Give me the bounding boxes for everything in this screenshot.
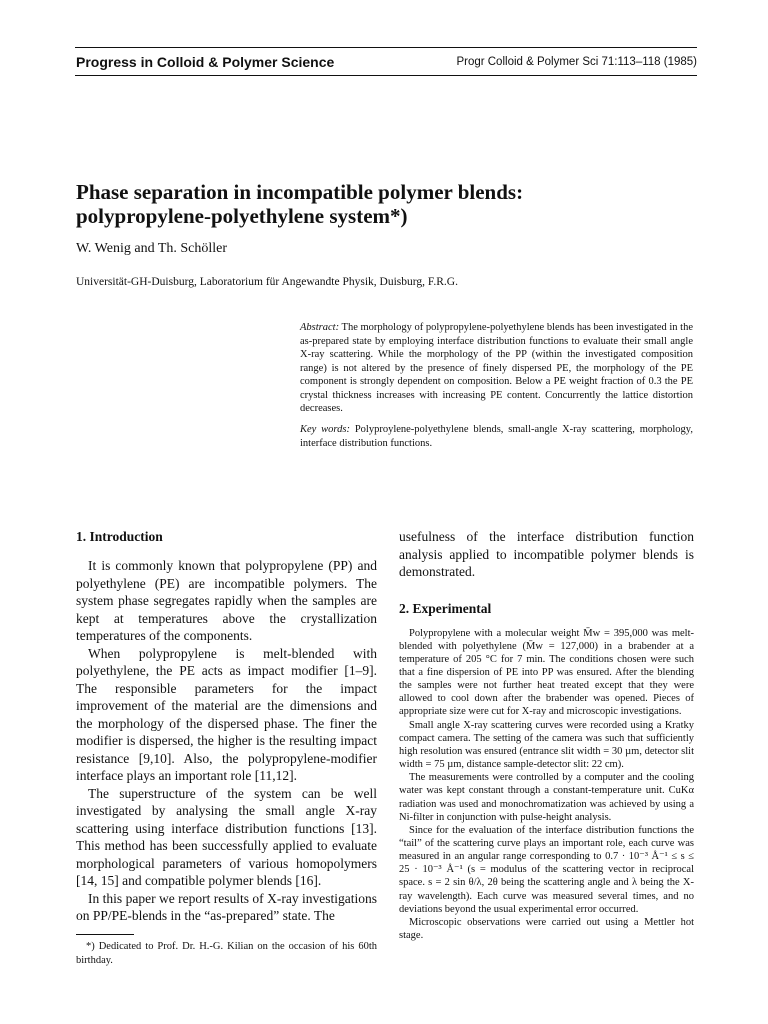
title-line-1: Phase separation in incompatible polymer blends: bbox=[76, 180, 524, 204]
keywords bbox=[300, 423, 693, 450]
column-left bbox=[76, 528, 377, 925]
title-line-2: polypropylene-polyethylene system*) bbox=[76, 204, 408, 228]
affiliation: Universität-GH-Duisburg, Laboratorium für Angewandte Physik, Duisburg, F.R.G. bbox=[76, 276, 458, 288]
header-rule-top bbox=[75, 47, 697, 48]
section-heading-introduction: 1. Introduction bbox=[76, 529, 163, 544]
footnote-rule bbox=[76, 934, 134, 935]
abstract bbox=[300, 321, 693, 416]
intro-paragraph-4: In this paper we report results of X-ray investigations on PP/PE-blends in the “as-prepared” state. The bbox=[76, 890, 377, 923]
intro-paragraph-1: It is commonly known that polypropylene (PP) and polyethylene (PE) are incompatible polymers. The system phase segregates rapidly when the samples are kept at temperatures above the crystallization temperatures of the components. bbox=[76, 558, 377, 643]
abstract-label: Abstract: bbox=[300, 322, 340, 333]
experimental-paragraph-4: Since for the evaluation of the interface distribution functions the “tail” of the scattering curve plays an important role, each curve was measured in an angular range corresponding to 0.7 · 10⁻³ Å⁻¹ ≤ s ≤ 25 · 10⁻³ Å⁻¹ (s = modulus of the scattering vector in reciprocal space. s = 2 sin θ/λ, 2θ being the scattering angle and λ being the X-ray wavelength). Each curve was measured several times, and no deviations beyond the usual experimental error occurred. bbox=[399, 824, 694, 915]
keywords-label: Key words: bbox=[300, 424, 350, 435]
abstract-text: The morphology of polypropylene-polyethylene blends has been investigated in the as-prepared state by employing interface distribution functions to evaluate their small angle X-ray scattering. While the morphology of the PP (within the investigated composition range) is not altered by the presence of finely dispersed PE, the morphology of the PE component is strongly dependent on composition. Below a PE weight fraction of 0.3 the PE crystal thickness increases with increasing PE content. Concurrently the lattice distortion decreases. bbox=[300, 322, 693, 414]
keywords-text: Polyproylene-polyethylene blends, small-angle X-ray scattering, morphology, interface distribution functions. bbox=[300, 424, 694, 449]
experimental-paragraph-2: Small angle X-ray scattering curves were recorded using a Kratky compact camera. The setting of the camera was such that sufficiently high resolution was ensured (entrance slit width = 30 µm, detector slit width = 75 µm, distance sample-detector slit: 22 cm). bbox=[399, 719, 694, 771]
intro-paragraph-2: When polypropylene is melt-blended with polyethylene, the PE acts as impact modifier [1–9]. The responsible parameters for the impact improvement of the material are the dimensions and the morphology of the dispersed phase. The finer the modifier is dispersed, the higher is the resulting impact resistance [9,10]. Also, the polypropylene-modifier interface plays an important role [11,12]. bbox=[76, 645, 377, 783]
intro-paragraph-continued: usefulness of the interface distribution function analysis applied to incompatible polymer blends is demonstrated. bbox=[399, 529, 694, 579]
experimental-paragraph-1: Polypropylene with a molecular weight M̄w = 395,000 was melt-blended with polyethylene (M̄w = 127,000) in a brabender at a temperature of 205 °C for 7 min. The conditions chosen were such that a fine dispersion of PE into PP was ensured. After the blending the samples were not further heat treated except that they were allowed to cool down after the brabender was opened. Pieces of appropriate size were cut for X-ray and microscopic investigations. bbox=[399, 627, 694, 718]
citation: Progr Colloid & Polymer Sci 71:113–118 (1985) bbox=[456, 56, 697, 68]
column-right bbox=[399, 528, 694, 942]
experimental-paragraph-5: Microscopic observations were carried out using a Mettler hot stage. bbox=[399, 916, 694, 942]
footnote: *) Dedicated to Prof. Dr. H.-G. Kilian on the occasion of his 60th birthday. bbox=[76, 941, 377, 966]
authors: W. Wenig and Th. Schöller bbox=[76, 241, 228, 256]
header-rule-bottom bbox=[75, 75, 697, 76]
section-heading-experimental: 2. Experimental bbox=[399, 600, 492, 616]
journal-name: Progress in Colloid & Polymer Science bbox=[76, 54, 335, 70]
article-title bbox=[76, 180, 676, 228]
intro-paragraph-3: The superstructure of the system can be well investigated by analysing the small angle X-ray scattering using interface distribution functions [13]. This method has been successfully applied to evaluate morphological parameters of various homopolymers [14, 15] and compatible polymer blends [16]. bbox=[76, 785, 377, 888]
experimental-paragraph-3: The measurements were controlled by a computer and the cooling water was kept constant through a constant-temperature unit. CuKα radiation was used and monochromatization was achieved by using a Ni-filter in conjunction with pulse-height analysis. bbox=[399, 772, 694, 823]
